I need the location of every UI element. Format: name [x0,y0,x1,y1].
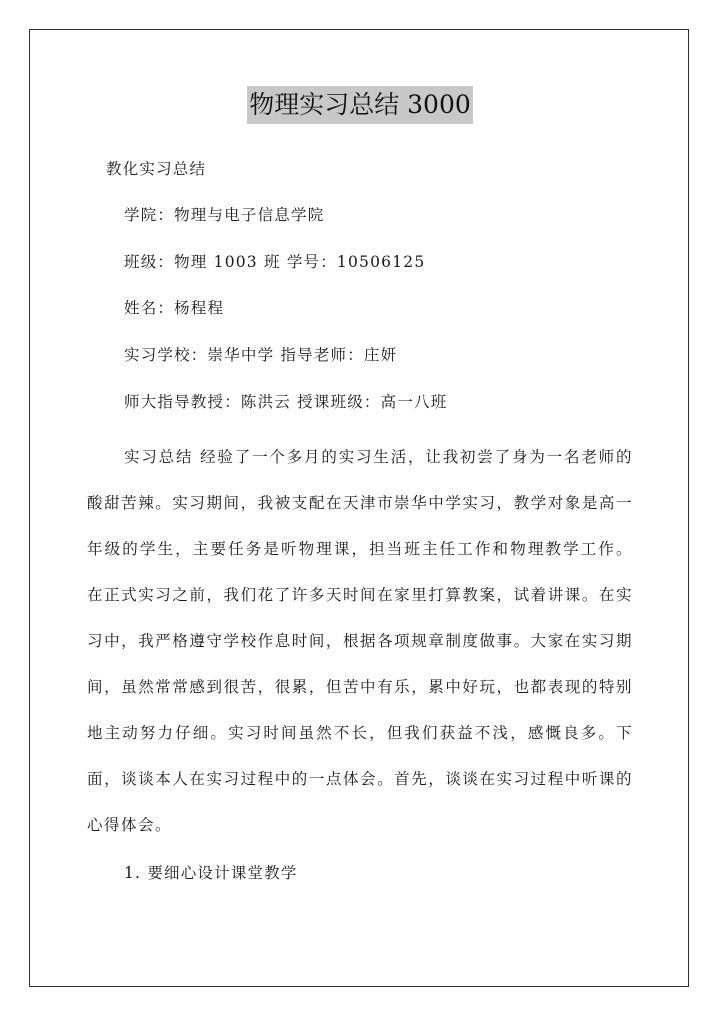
section-heading: 1. 要细心设计课堂教学 [124,864,298,882]
title-container [0,86,720,124]
info-line-name: 姓名：杨程程 [124,299,225,317]
info-line-class: 班级：物理 1003 班 学号：10506125 [124,253,426,271]
info-line-professor: 师大指导教授：陈洪云 授课班级：高一八班 [124,393,448,411]
info-line-school: 实习学校：崇华中学 指导老师：庄妍 [124,346,398,364]
info-line-college: 学院：物理与电子信息学院 [124,206,325,224]
body-paragraph: 实习总结 经验了一个多月的实习生活，让我初尝了身为一名老师的酸甜苦辣。实习期间，我被支配在天津市崇华中学实习，教学对象是高一年级的学生，主要任务是听物理课，担当班主任工作和物理教学工作。 在正式实习之前，我们花了许多天时间在家里打算教案，试着讲课。在实习中，我严格遵守学校作息时间，根据各项规章制度做事。大家在实习期间，虽然常常感到很苦，很累，但苦中有乐，累中好玩，也都表现的特别地主动努力仔细。实习时间虽然不长，但我们获益不浅，感慨良多。下面，谈谈本人在实习过程中的一点体会。首先，谈谈在实习过程中听课的心得体会。 [87,448,633,834]
document-title: 物理实习总结 3000 [247,86,473,124]
document-subtitle: 教化实习总结 [106,160,207,178]
